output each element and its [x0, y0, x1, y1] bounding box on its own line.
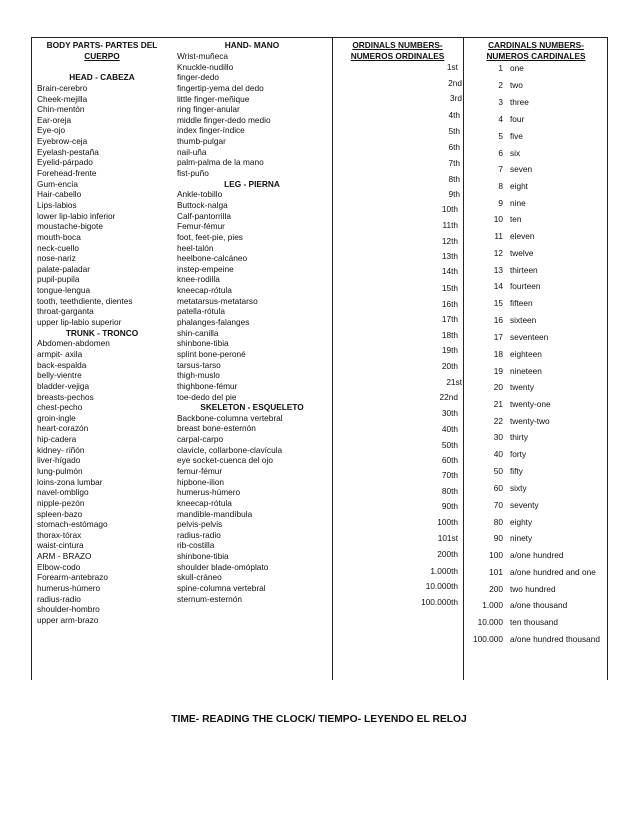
ordinal-item: 18th [441, 330, 458, 340]
ordinal-item: 60th [441, 455, 458, 465]
list-item: stomach-estómago [37, 519, 108, 530]
list-item: shinbone-tibia [177, 551, 229, 562]
cardinal-number: 18 [493, 349, 503, 359]
list-item: Forearm-antebrazo [37, 572, 109, 583]
list-item: middle finger-dedo medio [177, 114, 271, 125]
cardinal-number: 9 [498, 198, 503, 208]
list-item: pupil-pupila [37, 274, 80, 285]
list-item: Wrist-muñeca [177, 51, 229, 61]
ordinal-item: 11th [442, 220, 458, 230]
list-item: Femur-fémur [177, 221, 225, 232]
list-item: radius-radio [37, 593, 81, 604]
list-item: Elbow-codo [37, 561, 81, 572]
footer-title: TIME- READING THE CLOCK/ TIEMPO- LEYENDO EL RELOJ [171, 714, 467, 725]
cardinal-number: 2 [498, 80, 503, 90]
list-item: Eyebrow-ceja [37, 136, 88, 147]
cardinal-word: ten [510, 214, 522, 224]
list-item: toe-dedo del pie [177, 391, 237, 402]
cardinal-number: 8 [498, 181, 503, 191]
cardinal-word: seventy [510, 500, 539, 510]
list-item: groin-ingle [37, 412, 76, 423]
ordinal-item: 16th [441, 299, 458, 309]
list-item: finger-dedo [177, 72, 219, 83]
ordinal-item: 19th [441, 345, 458, 355]
list-item: thumb-pulgar [177, 136, 226, 147]
cardinal-word: two hundred [510, 584, 556, 594]
list-item: Hair-cabello [37, 189, 82, 200]
list-item: ARM - BRAZO [37, 551, 92, 562]
table-divider [332, 37, 333, 680]
cardinal-word: twenty [510, 382, 534, 392]
list-item: Forehead-frente [37, 168, 97, 179]
list-item: shinbone-tibia [177, 338, 229, 349]
cardinal-number: 1.000 [482, 600, 503, 610]
ordinal-item: 40th [441, 424, 458, 434]
cardinal-number: 70 [493, 500, 503, 510]
section-heading: TRUNK - TRONCO [65, 327, 139, 338]
list-item: palate-paladar [37, 263, 91, 274]
list-item: clavicle, collarbone-clavícula [177, 444, 283, 455]
cardinal-word: six [510, 148, 521, 158]
cardinal-number: 3 [498, 97, 503, 107]
cardinal-number: 101 [489, 567, 503, 577]
ordinal-item: 70th [441, 470, 458, 480]
cardinal-number: 10.000 [477, 617, 503, 627]
list-item: loins-zona lumbar [37, 476, 103, 487]
list-item: tongue-lengua [37, 285, 91, 296]
list-item: shin-canilla [177, 327, 219, 338]
cardinal-number: 11 [494, 231, 503, 241]
list-item: humerus-húmero [177, 487, 241, 498]
list-item: spine-columna vertebral [177, 583, 266, 594]
ordinal-item: 5th [448, 126, 460, 136]
ordinal-item: 3rd [450, 93, 462, 103]
ordinal-item: 1st [446, 62, 458, 72]
table-left-border [31, 37, 32, 680]
list-item: hip-cadera [37, 434, 77, 445]
list-item: lower lip-labio inferior [37, 210, 116, 221]
cardinal-number: 13 [493, 265, 503, 275]
list-item: nail-uña [177, 146, 207, 157]
cardinal-number: 22 [493, 416, 503, 426]
list-item: shoulder blade-omóplato [177, 561, 269, 572]
list-item: kneecap-rótula [177, 285, 232, 296]
cardinal-word: nineteen [510, 366, 542, 376]
cardinal-number: 12 [493, 248, 503, 258]
ordinal-item: 1.000th [430, 566, 458, 576]
list-item: tarsus-tarso [177, 359, 221, 370]
list-item: spleen-bazo [37, 508, 83, 519]
cardinal-word: twelve [510, 248, 534, 258]
list-item: kidney- riñón [37, 444, 85, 455]
list-item: pelvis-pelvis [177, 519, 223, 530]
list-item: rib-costilla [177, 540, 215, 551]
cardinal-number: 1 [498, 63, 503, 73]
list-item: knee-rodilla [177, 274, 220, 285]
list-item: palm-palma de la mano [177, 157, 264, 168]
cardinal-word: thirteen [510, 265, 538, 275]
list-item: armpit- axila [37, 348, 83, 359]
cardinal-word: four [510, 114, 525, 124]
list-item: chest-pecho [37, 402, 83, 413]
ordinals-header-line2: NUMEROS ORDINALES [350, 50, 445, 61]
list-item: navel-ombligo [37, 487, 89, 498]
section-heading: LEG - PIERNA [224, 178, 280, 189]
cardinals-header-line1: CARDINALS NUMBERS- [488, 40, 584, 50]
list-item: hipbone-ilion [177, 476, 225, 487]
cardinal-word: seventeen [510, 332, 549, 342]
ordinal-item: 50th [441, 440, 458, 450]
ordinals-header-line1: ORDINALS NUMBERS- [352, 40, 443, 50]
ordinal-item: 200th [437, 549, 458, 559]
list-item: Abdomen-abdomen [37, 338, 110, 349]
ordinal-item: 21st [446, 377, 462, 387]
cardinal-word: thirty [510, 432, 528, 442]
list-item: Brain-cerebro [37, 82, 88, 93]
cardinal-word: ninety [510, 533, 533, 543]
cardinal-word: a/one hundred [510, 550, 564, 560]
ordinal-item: 6th [448, 142, 460, 152]
list-item: mouth-boca [37, 231, 81, 242]
list-item: belly-vientre [37, 370, 82, 381]
ordinal-item: 7th [448, 158, 460, 168]
ordinal-item: 10th [441, 204, 458, 214]
ordinal-item: 13th [441, 251, 458, 261]
body-parts-header-line1: BODY PARTS- PARTES DEL [46, 40, 158, 50]
list-item: femur-fémur [177, 465, 223, 476]
cardinal-number: 30 [493, 432, 503, 442]
ordinal-item: 90th [441, 501, 458, 511]
list-item: Eye-ojo [37, 125, 66, 136]
ordinal-item: 20th [441, 361, 458, 371]
list-item: Ankle-tobillo [177, 189, 223, 200]
ordinal-item: 30th [441, 408, 458, 418]
ordinal-item: 8th [448, 174, 460, 184]
cardinal-number: 6 [498, 148, 503, 158]
section-heading: SKELETON - ESQUELETO [200, 402, 304, 413]
cardinals-header [466, 40, 606, 62]
cardinal-word: two [510, 80, 523, 90]
list-item: Eyelash-pestaña [37, 146, 99, 157]
list-item: Cheek-mejilla [37, 93, 88, 104]
cardinal-number: 10 [493, 214, 503, 224]
cardinal-number: 17 [493, 332, 503, 342]
ordinals-header [335, 40, 460, 62]
cardinal-number: 4 [498, 114, 503, 124]
cardinal-word: eighteen [510, 349, 542, 359]
cardinal-number: 14 [493, 281, 503, 291]
ordinal-item: 14th [441, 266, 458, 276]
list-item: sternum-esternón [177, 593, 243, 604]
list-item: breast bone-esternón [177, 423, 256, 434]
cardinal-word: ten thousand [510, 617, 558, 627]
cardinal-number: 100.000 [473, 634, 503, 644]
list-item: mandible-mandíbula [177, 508, 253, 519]
hand-header: HAND- MANO [224, 40, 280, 50]
cardinal-word: five [510, 131, 523, 141]
cardinal-word: fifteen [510, 298, 533, 308]
cardinal-word: twenty-one [510, 399, 551, 409]
cardinal-number: 20 [493, 382, 503, 392]
ordinal-item: 22nd [439, 392, 458, 402]
list-item: nipple-pezón [37, 497, 85, 508]
list-item: heelbone-calcáneo [177, 253, 248, 264]
list-item: radius-radio [177, 529, 221, 540]
cardinal-word: eighty [510, 517, 533, 527]
ordinal-item: 100th [437, 517, 458, 527]
list-item: heart-corazón [37, 423, 89, 434]
list-item: Eyelid-párpado [37, 157, 93, 168]
list-item: lung-pulmón [37, 465, 83, 476]
cardinal-number: 7 [498, 164, 503, 174]
cardinals-header-line2: NUMEROS CARDINALES [486, 50, 586, 61]
list-item: index finger-índice [177, 125, 245, 136]
cardinal-number: 100 [489, 550, 503, 560]
cardinal-number: 5 [498, 131, 503, 141]
list-item: upper lip-labio superior [37, 317, 122, 328]
list-item: foot, feet-pie, pies [177, 231, 243, 242]
cardinal-word: eight [510, 181, 528, 191]
cardinal-number: 50 [493, 466, 503, 476]
cardinal-word: sixteen [510, 315, 537, 325]
list-item: Chin-mentón [37, 104, 85, 115]
body-parts-header-line2: CUERPO [84, 50, 120, 61]
table-right-border [607, 37, 608, 680]
list-item: Buttock-nalga [177, 199, 228, 210]
list-item: Knuckle-nudillo [177, 61, 234, 72]
cardinal-number: 40 [493, 449, 503, 459]
body-parts-list [37, 51, 167, 626]
list-item: tooth, teethdiente, dientes [37, 295, 133, 306]
ordinal-item: 15th [441, 283, 458, 293]
cardinal-word: fifty [510, 466, 523, 476]
ordinal-item: 10.000th [425, 581, 458, 591]
list-item: bladder-vejiga [37, 380, 90, 391]
cardinal-number: 90 [493, 533, 503, 543]
section-heading: HEAD - CABEZA [69, 72, 135, 83]
table-top-border [31, 37, 608, 38]
list-item: Lips-labios [37, 199, 77, 210]
cardinal-word: fourteen [510, 281, 541, 291]
cardinal-number: 200 [489, 584, 503, 594]
list-item: back-espalda [37, 359, 87, 370]
list-item: eye socket-cuenca del ojo [177, 455, 273, 466]
cardinal-number: 80 [493, 517, 503, 527]
list-item: upper arm-brazo [37, 614, 99, 625]
list-item: Calf-pantorrilla [177, 210, 231, 221]
ordinal-item: 12th [441, 236, 458, 246]
list-item: patella-rótula [177, 306, 225, 317]
list-item [37, 51, 167, 62]
cardinal-word: seven [510, 164, 533, 174]
ordinal-item: 17th [441, 314, 458, 324]
list-item: Backbone-columna vertebral [177, 412, 283, 423]
cardinal-number: 60 [493, 483, 503, 493]
cardinal-number: 21 [493, 399, 503, 409]
list-item: liver-hígado [37, 455, 81, 466]
list-item: ring finger-anular [177, 104, 240, 115]
list-item: moustache-bigote [37, 221, 103, 232]
list-item: Gum-encía [37, 178, 79, 189]
list-item: heel-talón [177, 242, 214, 253]
hand-leg-skeleton-list [177, 51, 327, 604]
list-item: metatarsus-metatarso [177, 295, 258, 306]
cardinal-word: nine [510, 198, 526, 208]
ordinal-item: 80th [441, 486, 458, 496]
ordinal-item: 4th [448, 110, 460, 120]
list-item: neck-cuello [37, 242, 79, 253]
cardinal-number: 19 [493, 366, 503, 376]
cardinal-word: forty [510, 449, 527, 459]
cardinal-word: a/one thousand [510, 600, 568, 610]
cardinal-word: eleven [510, 231, 535, 241]
list-item: fingertip-yema del dedo [177, 82, 264, 93]
cardinal-number: 15 [493, 298, 503, 308]
list-item: throat-garganta [37, 306, 94, 317]
cardinal-word: a/one hundred and one [510, 567, 596, 577]
list-item [37, 62, 167, 73]
list-item: thighbone-fémur [177, 380, 238, 391]
list-item: instep-empeine [177, 263, 234, 274]
list-item: thorax-tórax [37, 529, 82, 540]
ordinal-item: 2nd [448, 78, 462, 88]
list-item: splint bone-peroné [177, 348, 246, 359]
cardinal-word: one [510, 63, 524, 73]
cardinal-word: twenty-two [510, 416, 550, 426]
list-item: thigh-muslo [177, 370, 220, 381]
cardinal-word: three [510, 97, 529, 107]
cardinal-word: sixty [510, 483, 527, 493]
list-item: phalanges-falanges [177, 317, 250, 328]
list-item: kneecap-rótula [177, 497, 232, 508]
list-item: little finger-meñique [177, 93, 250, 104]
ordinal-item: 100.000th [421, 597, 458, 607]
list-item: nose-nariz [37, 253, 76, 264]
ordinal-item: 9th [448, 189, 460, 199]
list-item: breasts-pechos [37, 391, 94, 402]
cardinal-word: a/one hundred thousand [510, 634, 600, 644]
list-item: carpal-carpo [177, 434, 224, 445]
list-item: humerus-húmero [37, 583, 101, 594]
list-item: skull-cráneo [177, 572, 222, 583]
cardinal-number: 16 [493, 315, 503, 325]
list-item: shoulder-hombro [37, 604, 100, 615]
list-item: fist-puño [177, 168, 209, 179]
ordinal-item: 101st [437, 533, 458, 543]
list-item: waist-cintura [37, 540, 84, 551]
list-item: Ear-oreja [37, 114, 72, 125]
